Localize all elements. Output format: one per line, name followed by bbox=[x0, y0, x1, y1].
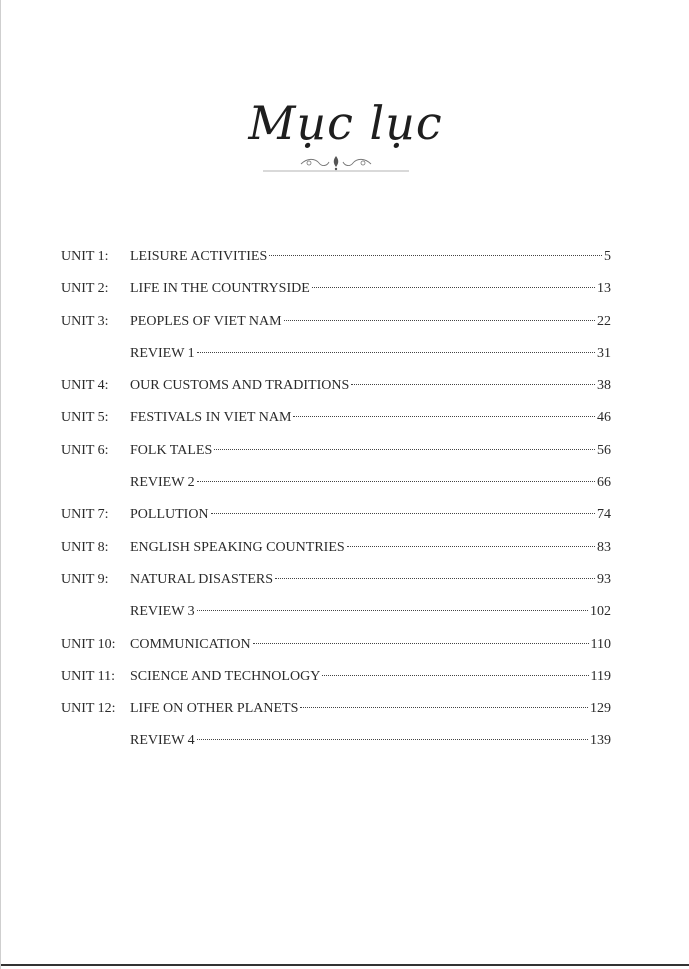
dot-leader bbox=[253, 643, 589, 644]
unit-topic: COMMUNICATION bbox=[130, 636, 251, 652]
table-of-contents bbox=[61, 241, 611, 758]
toc-row[interactable] bbox=[61, 499, 611, 531]
page-number: 129 bbox=[590, 701, 611, 717]
review-topic: REVIEW 3 bbox=[130, 604, 195, 620]
toc-row[interactable] bbox=[61, 725, 611, 757]
toc-row[interactable] bbox=[61, 629, 611, 661]
page-number: 56 bbox=[597, 442, 611, 458]
dot-leader bbox=[269, 255, 602, 256]
dot-leader bbox=[275, 578, 595, 579]
toc-row[interactable] bbox=[61, 532, 611, 564]
dot-leader bbox=[347, 546, 595, 547]
review-topic: REVIEW 2 bbox=[130, 475, 195, 491]
toc-row[interactable] bbox=[61, 596, 611, 628]
page-number: 5 bbox=[604, 249, 611, 264]
page-number: 102 bbox=[590, 604, 611, 620]
dot-leader bbox=[293, 416, 595, 417]
review-topic: REVIEW 4 bbox=[130, 733, 195, 749]
dot-leader bbox=[284, 320, 595, 321]
dot-leader bbox=[214, 449, 595, 450]
dot-leader bbox=[197, 610, 588, 611]
unit-topic: ENGLISH SPEAKING COUNTRIES bbox=[130, 539, 345, 555]
unit-label: UNIT 1: bbox=[61, 249, 109, 264]
unit-label: UNIT 10: bbox=[61, 636, 116, 652]
unit-topic: LIFE ON OTHER PLANETS bbox=[130, 701, 299, 717]
unit-label: UNIT 7: bbox=[61, 507, 109, 523]
page-number: 74 bbox=[597, 507, 611, 523]
unit-label: UNIT 5: bbox=[61, 410, 109, 426]
unit-topic: LEISURE ACTIVITIES bbox=[130, 249, 268, 264]
dot-leader bbox=[197, 739, 588, 740]
toc-row[interactable] bbox=[61, 564, 611, 596]
toc-row[interactable] bbox=[61, 306, 611, 338]
unit-topic: SCIENCE AND TECHNOLOGY bbox=[130, 668, 321, 684]
page-bottom-rule bbox=[1, 964, 689, 966]
review-topic: REVIEW 1 bbox=[130, 345, 195, 361]
unit-label: UNIT 4: bbox=[61, 378, 109, 394]
page-number: 93 bbox=[597, 571, 611, 587]
dot-leader bbox=[312, 287, 595, 288]
page-number: 66 bbox=[597, 475, 611, 491]
toc-row[interactable] bbox=[61, 661, 611, 693]
unit-topic: OUR CUSTOMS AND TRADITIONS bbox=[130, 378, 350, 394]
toc-row[interactable] bbox=[61, 370, 611, 402]
page-number: 31 bbox=[597, 345, 611, 361]
page-number: 139 bbox=[590, 733, 611, 749]
toc-row[interactable] bbox=[61, 435, 611, 467]
unit-topic: NATURAL DISASTERS bbox=[130, 571, 273, 587]
unit-topic: LIFE IN THE COUNTRYSIDE bbox=[130, 281, 310, 297]
toc-row[interactable] bbox=[61, 467, 611, 499]
dot-leader bbox=[211, 513, 595, 514]
unit-topic: FOLK TALES bbox=[130, 442, 213, 458]
page-number: 119 bbox=[590, 668, 611, 684]
unit-label: UNIT 3: bbox=[61, 313, 109, 329]
page-title: Mục lục bbox=[248, 96, 443, 150]
page-number: 110 bbox=[590, 636, 611, 652]
unit-label: UNIT 2: bbox=[61, 281, 109, 297]
unit-label: UNIT 12: bbox=[61, 701, 116, 717]
toc-row[interactable] bbox=[61, 273, 611, 305]
page-number: 22 bbox=[597, 313, 611, 329]
unit-label: UNIT 6: bbox=[61, 442, 109, 458]
unit-topic: PEOPLES OF VIET NAM bbox=[130, 313, 282, 329]
toc-row[interactable] bbox=[61, 241, 611, 273]
unit-label: UNIT 9: bbox=[61, 571, 109, 587]
toc-row[interactable] bbox=[61, 402, 611, 434]
unit-label: UNIT 11: bbox=[61, 668, 116, 684]
dot-leader bbox=[197, 352, 595, 353]
toc-row[interactable] bbox=[61, 338, 611, 370]
dot-leader bbox=[322, 675, 588, 676]
unit-topic: FESTIVALS IN VIET NAM bbox=[130, 410, 292, 426]
dot-leader bbox=[300, 707, 588, 708]
page-number: 38 bbox=[597, 378, 611, 394]
dot-leader bbox=[351, 384, 595, 385]
flourish-ornament-icon bbox=[263, 152, 409, 176]
page-number: 13 bbox=[597, 281, 611, 297]
unit-label: UNIT 8: bbox=[61, 539, 109, 555]
page-number: 46 bbox=[597, 410, 611, 426]
dot-leader bbox=[197, 481, 595, 482]
page-number: 83 bbox=[597, 539, 611, 555]
toc-row[interactable] bbox=[61, 693, 611, 725]
unit-topic: POLLUTION bbox=[130, 507, 209, 523]
